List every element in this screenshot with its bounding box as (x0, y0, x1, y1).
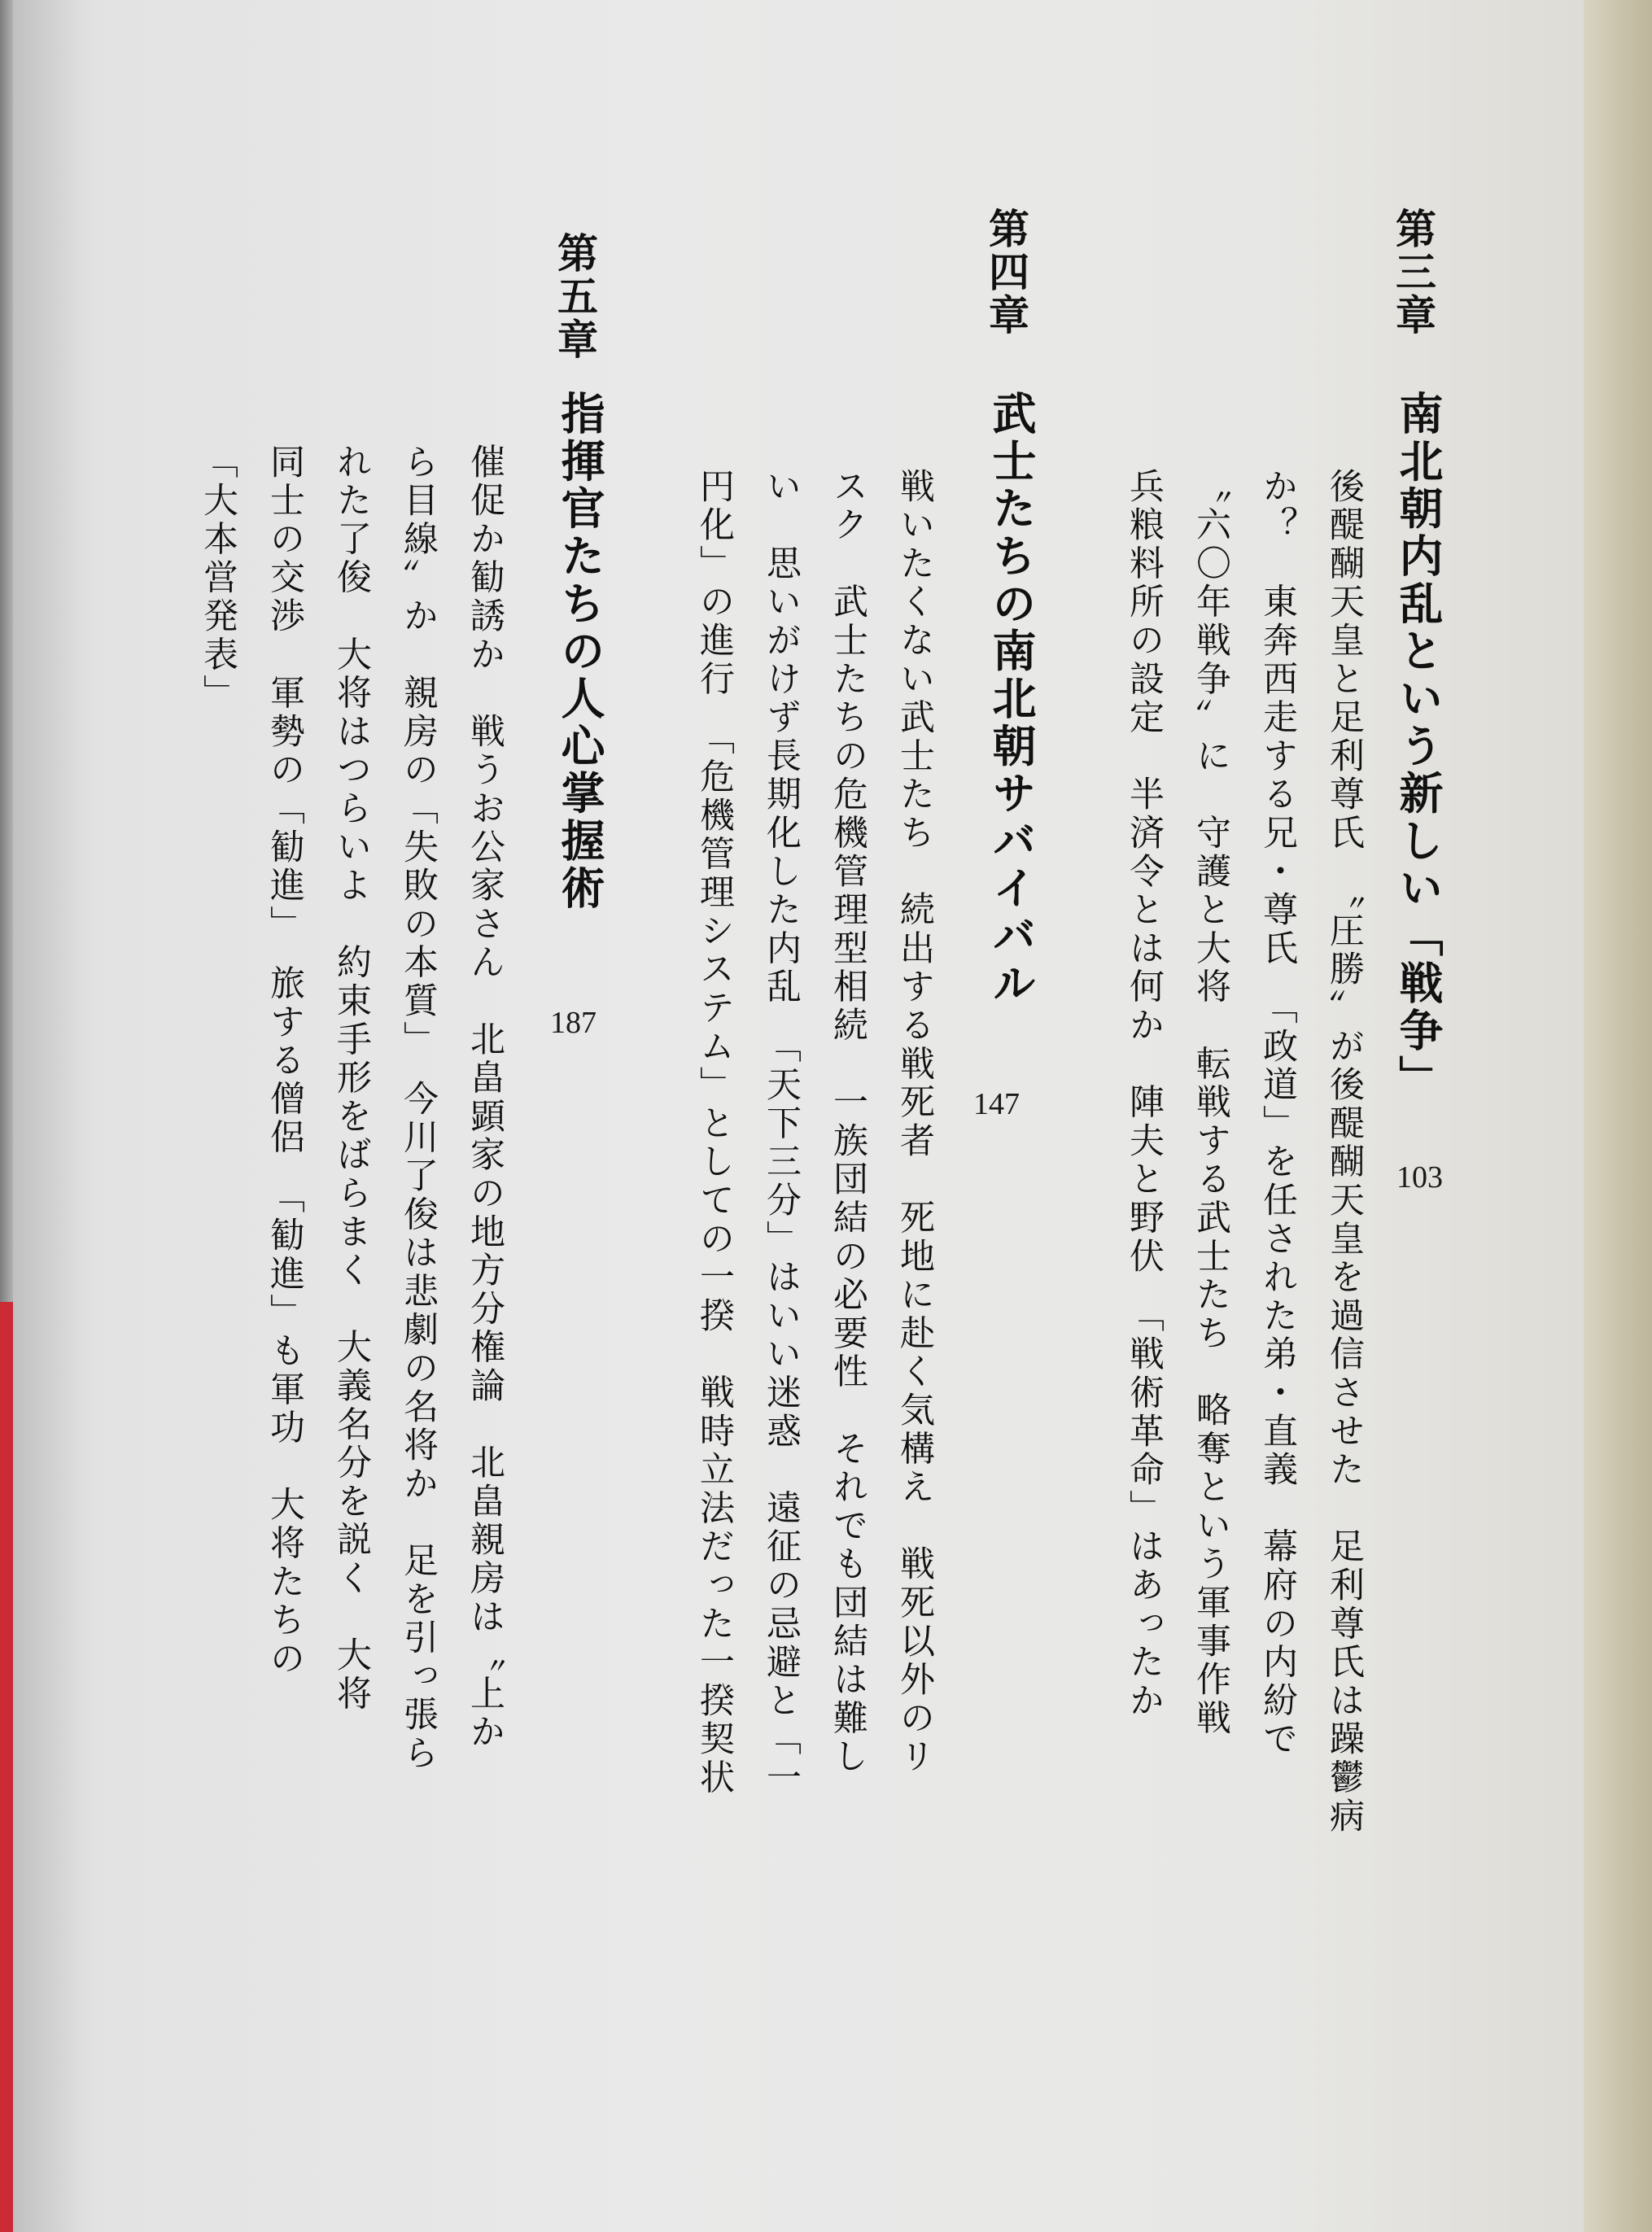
page-edge-right (1584, 0, 1652, 2232)
cover-red-strip (0, 1302, 13, 2232)
chapter-5-line-5: 「大本営発表」 (198, 443, 238, 714)
chapter-5-line-4: 同士の交渉 軍勢の「勧進」 旅する僧侶 「勧進」も軍功 大将たちの (264, 443, 305, 1679)
chapter-3-line-2: か？ 東奔西走する兄・尊氏 「政道」を任された弟・直義 幕府の内紛で (1257, 468, 1298, 1759)
chapter-3-line-3: 〝六〇年戦争〟に 守護と大将 転戦する武士たち 略奪という軍事作戦 (1191, 468, 1231, 1738)
chapter-5-line-2: ら目線〟か 親房の「失敗の本質」 今川了俊は悲劇の名将か 足を引っ張ら (398, 443, 439, 1773)
chapter-3-line-1: 後醍醐天皇と足利尊氏 〝圧勝〟が後醍醐天皇を過信させた 足利尊氏は躁鬱病 (1324, 468, 1365, 1837)
chapter-3-line-4: 兵粮料所の設定 半済令とは何か 陣夫と野伏 「戦術革命」はあったか (1124, 468, 1165, 1721)
chapter-5-line-1: 催促か勧誘か 戦うお公家さん 北畠顕家の地方分権論 北畠親房は〝上か (465, 443, 505, 1753)
chapter-4-label: 第四章 (982, 207, 1029, 337)
chapter-3-title: 南北朝内乱という新しい「戦争」 (1392, 391, 1444, 1103)
chapter-4-line-4: 円化」の進行 「危機管理システム」としての一揆 戦時立法だった一揆契状 (694, 468, 735, 1797)
chapter-3-label: 第三章 (1389, 207, 1436, 337)
chapter-4-line-2: スク 武士たちの危機管理型相続 一族団結の必要性 それでも団結は難し (828, 468, 868, 1777)
chapter-4-line-1: 戦いたくない武士たち 続出する戦死者 死地に赴く気構え 戦死以外のリ (894, 468, 935, 1777)
chapter-5-page-number: 187 (550, 1006, 597, 1040)
gutter-shadow (13, 0, 86, 2232)
chapter-5-line-3: れた了俊 大将はつらいよ 約束手形をばらまく 大義名分を説く 大将 (331, 443, 372, 1714)
chapter-3-page-number: 103 (1396, 1160, 1443, 1195)
chapter-4-page-number: 147 (973, 1087, 1020, 1121)
chapter-5-label: 第五章 (551, 232, 598, 361)
chapter-4-title: 武士たちの南北朝サバイバル (986, 391, 1037, 1008)
chapter-5-title: 指揮官たちの人心掌握術 (554, 391, 605, 913)
chapter-4-line-3: い 思いがけず長期化した内乱 「天下三分」はいい迷惑 遠征の忌避と「一 (761, 468, 802, 1797)
